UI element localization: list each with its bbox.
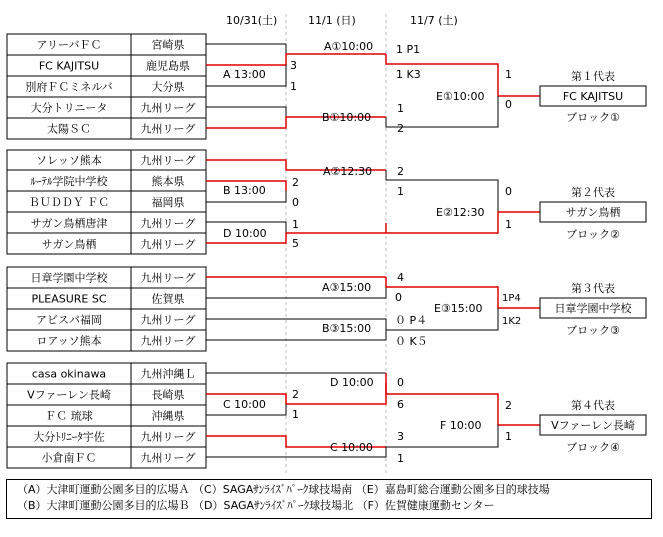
team-region: 熊本県 <box>151 175 185 188</box>
score: 3 <box>397 430 404 443</box>
team-region: 九州リーグ <box>140 154 196 167</box>
match-label: A②12:30 <box>323 165 373 178</box>
bracket-line <box>206 107 286 117</box>
score: 0 <box>505 98 512 111</box>
representative-title: 第１代表 <box>571 70 615 83</box>
team-region: 九州リーグ <box>140 238 196 251</box>
team-region: 九州沖縄Ｌ <box>140 367 196 381</box>
match-label: A③15:00 <box>322 281 372 294</box>
team-region: 九州リーグ <box>140 122 196 136</box>
date-header-3: 11/7 (土) <box>410 14 458 27</box>
block-label: ブロック③ <box>566 324 620 337</box>
match-label: D 10:00 <box>223 227 267 240</box>
match-label: A 13:00 <box>223 68 266 81</box>
team-region: 佐賀県 <box>151 292 185 306</box>
legend-line-1: （A）大津町運動公園多目的広場Ａ （C）SAGAｻﾝﾗｲｽﾞﾊﾟｰｸ球技場南 （E）嘉島町総合運動公園多目的球技場 <box>17 483 550 496</box>
block-3 <box>7 267 646 351</box>
score: 0 <box>292 196 299 209</box>
venue-legend <box>6 479 652 519</box>
score: 2 <box>397 165 404 178</box>
score: 1 P1 <box>396 43 421 56</box>
block-2 <box>7 150 646 254</box>
team-name: 別府ＦＣミネルバ <box>25 80 113 94</box>
score: 1P4 <box>502 293 521 304</box>
score: 1 <box>292 408 299 421</box>
match-label: B③15:00 <box>322 322 372 335</box>
team-name: ロアッソ熊本 <box>36 334 102 348</box>
team-region: 九州リーグ <box>140 217 196 230</box>
team-region: 長崎県 <box>151 388 185 402</box>
team-name: FC KAJITSU <box>38 59 100 73</box>
team-region: 大分県 <box>151 80 185 94</box>
match-label: F 10:00 <box>440 419 482 432</box>
score: 3 <box>290 59 297 72</box>
score: 2 <box>292 176 299 189</box>
team-name: サガン鳥栖唐津 <box>30 217 108 230</box>
score: 1 <box>505 430 512 443</box>
team-name: 大分ﾄﾘﾆｰﾀ宇佐 <box>33 430 105 444</box>
team-name: アビスパ福岡 <box>36 313 102 327</box>
score: 1K2 <box>502 316 522 327</box>
representative-title: 第４代表 <box>571 399 615 412</box>
score: 0 <box>395 291 402 304</box>
team-name: 小倉南ＦＣ <box>41 451 97 465</box>
block-4 <box>7 363 646 468</box>
team-name: ソレッソ熊本 <box>36 154 102 167</box>
match-label: C 10:00 <box>223 398 266 411</box>
score: 6 <box>397 398 404 411</box>
team-region: 沖縄県 <box>151 409 185 423</box>
date-header-1: 10/31(土) <box>226 14 278 27</box>
block-label: ブロック④ <box>566 441 620 454</box>
match-label: C 10:00 <box>330 441 373 454</box>
match-label: D 10:00 <box>330 376 374 389</box>
score: 1 <box>397 185 404 198</box>
score: 1 <box>290 80 297 93</box>
representative-team: サガン鳥栖 <box>565 206 621 219</box>
score: 2 <box>292 388 299 401</box>
representative-team: Vファーレン長崎 <box>551 419 635 432</box>
team-name: ＦＣ 琉球 <box>45 409 93 423</box>
match-label: E②12:30 <box>436 206 485 219</box>
team-region: 九州リーグ <box>140 430 196 444</box>
match-label: A①10:00 <box>324 40 374 53</box>
score: 1 <box>505 68 512 81</box>
score: ０ P４ <box>395 314 428 327</box>
score: 1 <box>505 218 512 231</box>
score: 5 <box>292 237 299 250</box>
team-name: PLEASURE SC <box>31 292 107 306</box>
score: 2 <box>505 399 512 412</box>
score: 1 <box>292 218 299 231</box>
team-region: 福岡県 <box>151 196 185 209</box>
team-region: 九州リーグ <box>140 451 196 465</box>
score: 1 <box>397 102 404 115</box>
match-label: B①10:00 <box>322 111 372 124</box>
team-region: 宮崎県 <box>151 38 185 52</box>
match-label: B 13:00 <box>223 184 266 197</box>
team-region: 九州リーグ <box>140 313 196 327</box>
block-label: ブロック② <box>566 228 620 241</box>
representative-title: 第３代表 <box>571 282 615 295</box>
team-name: 太陽ＳＣ <box>47 122 91 136</box>
score: 0 <box>505 185 512 198</box>
representative-title: 第２代表 <box>571 186 615 199</box>
score: ０ K５ <box>395 335 428 348</box>
representative-team: 日章学園中学校 <box>554 302 632 315</box>
team-name: Vファーレン長崎 <box>27 388 111 402</box>
team-region: 鹿児島県 <box>146 59 190 73</box>
team-region: 九州リーグ <box>140 271 196 285</box>
score: 1 K3 <box>396 68 421 81</box>
team-name: サガン鳥栖 <box>41 238 97 251</box>
team-name: ﾙｰﾃﾙ学院中学校 <box>30 175 108 188</box>
team-name: ＢＵＤＤＹ ＦＣ <box>28 196 110 209</box>
score: 4 <box>397 271 404 284</box>
team-region: 九州リーグ <box>140 334 196 348</box>
block-1 <box>7 34 646 139</box>
score: 2 <box>397 122 404 135</box>
team-name: 日章学園中学校 <box>30 271 108 285</box>
block-label: ブロック① <box>566 111 620 124</box>
match-label: E③15:00 <box>434 302 483 315</box>
bracket-line <box>206 44 286 54</box>
score: 0 <box>397 376 404 389</box>
representative-team: FC KAJITSU <box>562 90 624 103</box>
team-name: casa okinawa <box>31 367 107 381</box>
match-label: E①10:00 <box>436 90 485 103</box>
team-name: アリーバＦＣ <box>36 38 102 52</box>
score: 1 <box>397 452 404 465</box>
legend-line-2: （B）大津町運動公園多目的広場Ｂ （D）SAGAｻﾝﾗｲｽﾞﾊﾟｰｸ球技場北 （F）佐賀健康運動センター <box>17 499 495 512</box>
team-region: 九州リーグ <box>140 101 196 115</box>
team-name: 大分トリニータ <box>30 101 108 115</box>
date-header-2: 11/1 (日) <box>308 14 356 27</box>
